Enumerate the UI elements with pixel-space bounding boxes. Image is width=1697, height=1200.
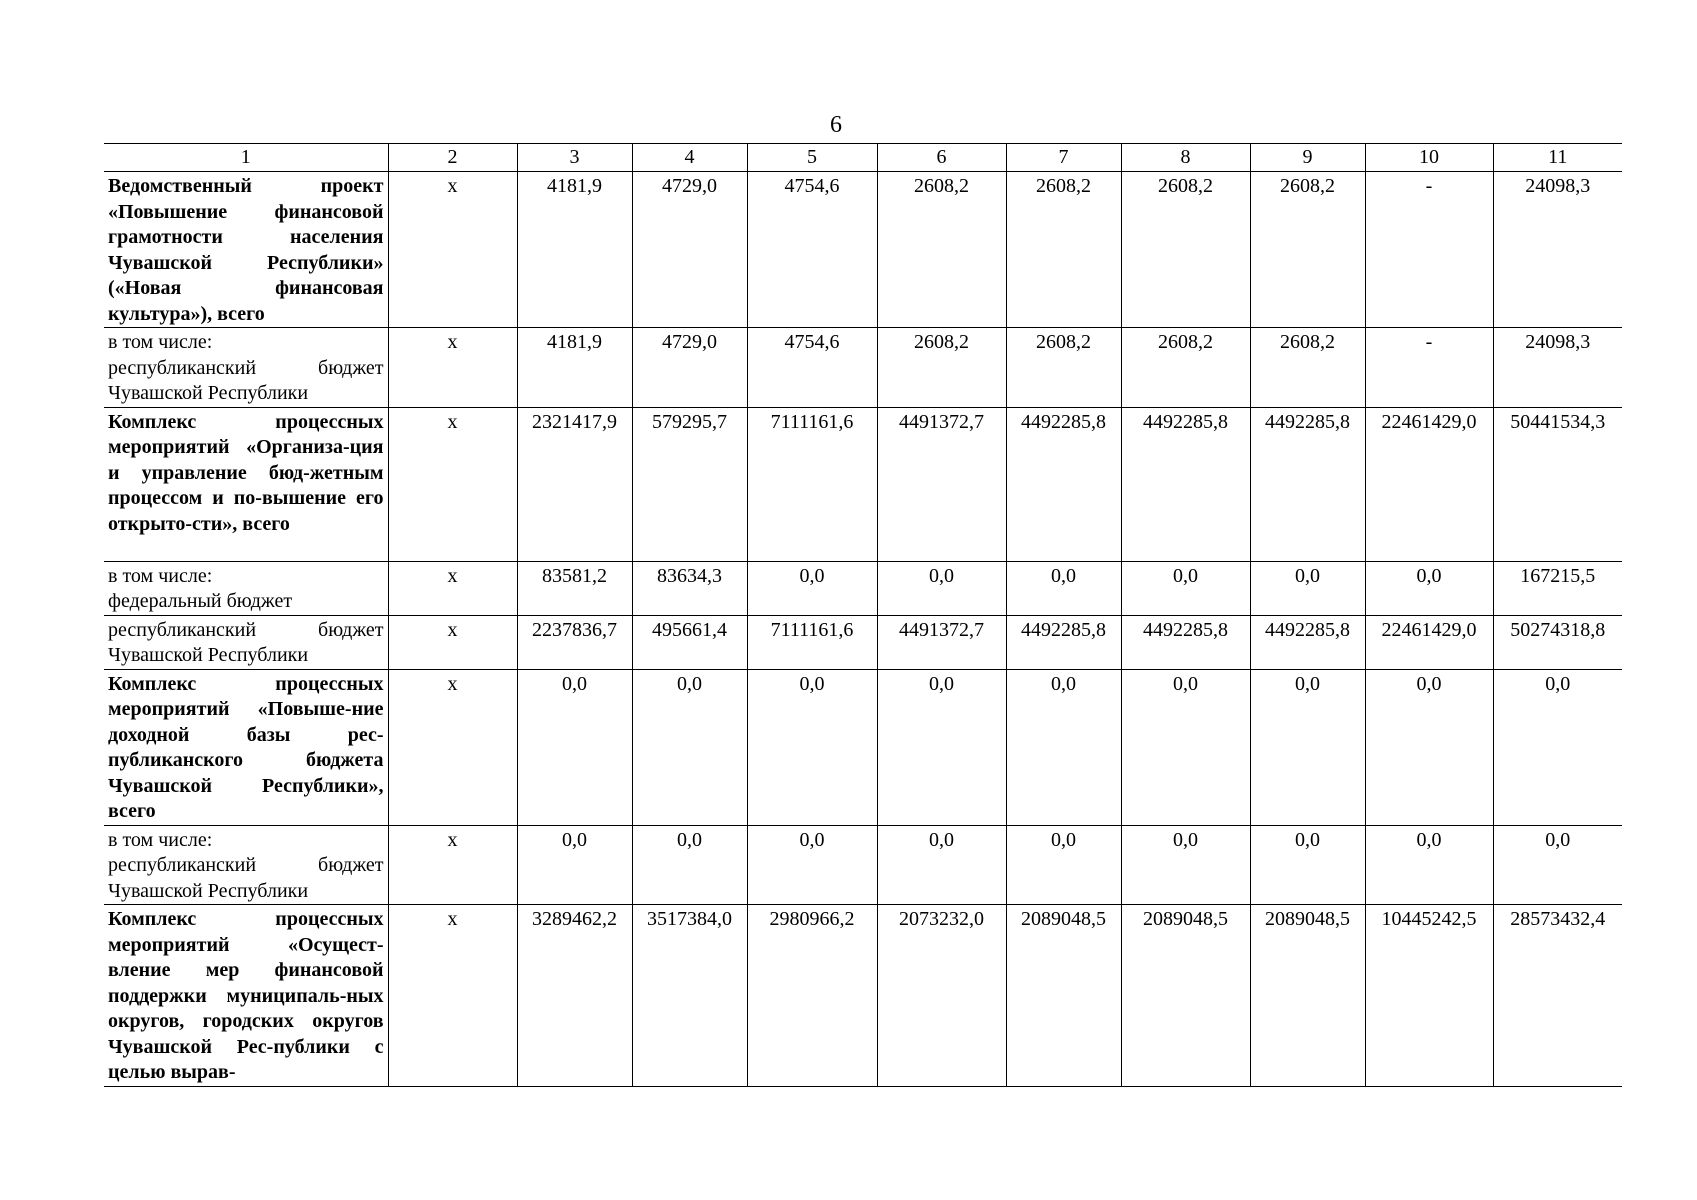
value-cell: х [388,825,517,905]
value-cell: 24098,3 [1493,172,1622,328]
value-cell: 0,0 [1250,669,1365,825]
value-cell: 0,0 [1493,669,1622,825]
row-label-cell [104,825,388,905]
row-label-text: республиканский бюджет Чувашской Республики [108,854,384,902]
row-label-text: Комплекс процессных мероприятий «Организа-ция и управление бюд-жетным процессом и по-вышение его открыто-сти», всего [108,410,384,535]
value-cell: х [388,669,517,825]
value-cell: х [388,561,517,615]
row-label-text: Ведомственный проект «Повышение финансовой грамотности населения Чувашской Республики» («Новая финансовая культура»), всего [108,175,384,325]
row-label-text: Комплекс процессных мероприятий «Повыше-ние доходной базы рес-публиканского бюджета Чувашской Республики», всего [108,672,384,822]
value-cell: 0,0 [747,825,877,905]
value-cell: 2073232,0 [877,905,1006,1087]
value-cell: 495661,4 [632,615,747,669]
table-row [104,328,1622,408]
table-row [104,669,1622,825]
value-cell: 0,0 [1121,561,1250,615]
row-label-cell [104,615,388,669]
value-cell: 0,0 [877,825,1006,905]
value-cell: 28573432,4 [1493,905,1622,1087]
value-cell: 0,0 [1365,825,1493,905]
value-cell: 0,0 [1121,669,1250,825]
value-cell: 2608,2 [877,328,1006,408]
header-cell: 8 [1121,144,1250,172]
row-label-cell [104,328,388,408]
row-label-text: республиканский бюджет Чувашской Республики [108,356,384,404]
table-body [104,144,1622,1087]
value-cell: 4754,6 [747,328,877,408]
value-cell: 0,0 [1006,561,1121,615]
value-cell: 167215,5 [1493,561,1622,615]
value-cell: х [388,328,517,408]
value-cell: 4492285,8 [1006,615,1121,669]
value-cell: х [388,172,517,328]
header-cell: 6 [877,144,1006,172]
value-cell: 2608,2 [1121,172,1250,328]
value-cell: 2321417,9 [517,407,632,561]
value-cell: 0,0 [1006,825,1121,905]
value-cell: 0,0 [877,669,1006,825]
value-cell: 0,0 [747,669,877,825]
row-label-intro: в том числе: [108,564,213,587]
value-cell: - [1365,172,1493,328]
table-row [104,172,1622,328]
value-cell: х [388,407,517,561]
value-cell: - [1365,328,1493,408]
value-cell: 0,0 [1121,825,1250,905]
value-cell: 0,0 [1006,669,1121,825]
value-cell: 0,0 [1250,825,1365,905]
value-cell: 0,0 [1365,669,1493,825]
value-cell: 2608,2 [1006,328,1121,408]
header-cell: 1 [104,144,388,172]
row-label-cell [104,669,388,825]
header-cell: 2 [388,144,517,172]
table-row [104,825,1622,905]
value-cell: 2089048,5 [1250,905,1365,1087]
value-cell: 4492285,8 [1121,407,1250,561]
row-label-text: Комплекс процессных мероприятий «Осущест-вление мер финансовой поддержки муниципаль-ных округов, городских округов Чувашской Рес-публики с целью вырав- [108,908,384,1083]
value-cell: 2608,2 [877,172,1006,328]
value-cell: 0,0 [877,561,1006,615]
value-cell: 7111161,6 [747,615,877,669]
value-cell: 0,0 [1250,561,1365,615]
value-cell: 0,0 [632,825,747,905]
header-cell: 5 [747,144,877,172]
value-cell: 579295,7 [632,407,747,561]
table-row [104,561,1622,615]
value-cell: 22461429,0 [1365,407,1493,561]
table-row [104,407,1622,561]
value-cell: 50441534,3 [1493,407,1622,561]
row-label-cell [104,905,388,1087]
value-cell: 0,0 [1365,561,1493,615]
value-cell: 10445242,5 [1365,905,1493,1087]
value-cell: 4754,6 [747,172,877,328]
value-cell: 4492285,8 [1006,407,1121,561]
value-cell: 4181,9 [517,328,632,408]
row-label-cell [104,172,388,328]
value-cell: 2608,2 [1250,172,1365,328]
row-label-cell [104,561,388,615]
budget-table [104,143,1622,1087]
value-cell: 2237836,7 [517,615,632,669]
row-label-intro: в том числе: [108,331,213,353]
header-cell: 9 [1250,144,1365,172]
table-row [104,905,1622,1087]
value-cell: 4492285,8 [1250,615,1365,669]
header-cell: 10 [1365,144,1493,172]
value-cell: 4491372,7 [877,615,1006,669]
value-cell: 2608,2 [1121,328,1250,408]
value-cell: 2089048,5 [1006,905,1121,1087]
value-cell: 4492285,8 [1121,615,1250,669]
value-cell: 0,0 [517,669,632,825]
row-label-cell [104,407,388,561]
value-cell: 0,0 [517,825,632,905]
value-cell: 4491372,7 [877,407,1006,561]
header-cell: 4 [632,144,747,172]
value-cell: 4729,0 [632,172,747,328]
table-header-row [104,144,1622,172]
value-cell: х [388,905,517,1087]
value-cell: 2980966,2 [747,905,877,1087]
value-cell: 50274318,8 [1493,615,1622,669]
value-cell: 83581,2 [517,561,632,615]
value-cell: 4729,0 [632,328,747,408]
header-cell: 3 [517,144,632,172]
value-cell: х [388,615,517,669]
value-cell: 4492285,8 [1250,407,1365,561]
value-cell: 0,0 [632,669,747,825]
value-cell: 3289462,2 [517,905,632,1087]
value-cell: 0,0 [747,561,877,615]
value-cell: 24098,3 [1493,328,1622,408]
header-cell: 7 [1006,144,1121,172]
value-cell: 0,0 [1493,825,1622,905]
value-cell: 2089048,5 [1121,905,1250,1087]
value-cell: 2608,2 [1250,328,1365,408]
row-label-text: федеральный бюджет [108,590,293,612]
value-cell: 83634,3 [632,561,747,615]
table-row [104,615,1622,669]
header-cell: 11 [1493,144,1622,172]
value-cell: 2608,2 [1006,172,1121,328]
value-cell: 22461429,0 [1365,615,1493,669]
row-label-text: республиканский бюджет Чувашской Республики [108,618,384,666]
value-cell: 3517384,0 [632,905,747,1087]
row-label-intro: в том числе: [108,828,213,851]
value-cell: 7111161,6 [747,407,877,561]
page-number: 6 [830,112,842,138]
value-cell: 4181,9 [517,172,632,328]
